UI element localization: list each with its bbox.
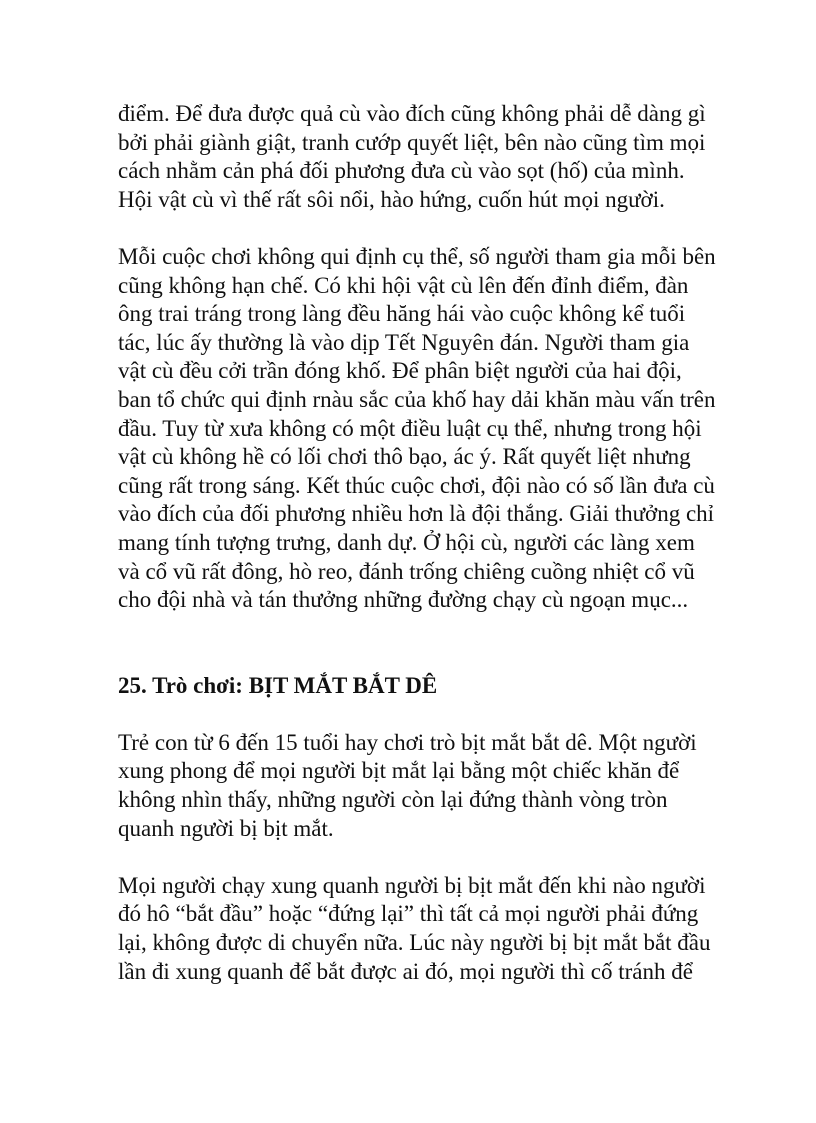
text-line: mang tính tượng trưng, danh dự. Ở hội cù, người các làng xem	[118, 529, 695, 555]
text-line: lại, không được di chuyển nữa. Lúc này người bị bịt mắt bắt đầu	[118, 930, 711, 956]
paragraph-1	[118, 100, 758, 214]
text-line: vật cù không hề có lối chơi thô bạo, ác ý. Rất quyết liệt nhưng	[118, 444, 691, 470]
paragraph-gap	[118, 700, 758, 729]
text-line: Mỗi cuộc chơi không qui định cụ thể, số người tham gia mỗi bên	[118, 243, 716, 269]
text-line: cho đội nhà và tán thưởng những đường chạy cù ngoạn mục...	[118, 587, 689, 613]
text-line: đó hô “bắt đầu” hoặc “đứng lại” thì tất cả mọi người phải đứng	[118, 901, 699, 927]
text-line: vật cù đều cởi trần đóng khố. Để phân biệt người của hai đội,	[118, 358, 682, 384]
section-heading: 25. Trò chơi: BỊT MẮT BẮT DÊ	[118, 672, 438, 698]
text-line: ban tổ chức qui định rnàu sắc của khố hay dải khăn màu vấn trên	[118, 386, 716, 412]
document-page	[118, 100, 758, 986]
text-line: cũng rất trong sáng. Kết thúc cuộc chơi, đội nào có số lần đưa cù	[118, 472, 715, 498]
paragraph-gap	[118, 214, 758, 243]
section-gap	[118, 615, 758, 672]
text-line: không nhìn thấy, những người còn lại đứng thành vòng tròn	[118, 787, 668, 813]
text-line: cách nhằm cản phá đối phương đưa cù vào sọt (hố) của mình.	[118, 158, 685, 184]
text-line: bởi phải giành giật, tranh cướp quyết liệt, bên nào cũng tìm mọi	[118, 129, 706, 155]
text-line: vào đích của đối phương nhiều hơn là đội thắng. Giải thưởng chỉ	[118, 501, 715, 527]
text-line: Mọi người chạy xung quanh người bị bịt mắt đến khi nào người	[118, 872, 706, 898]
text-line: và cổ vũ rất đông, hò reo, đánh trống chiêng cuồng nhiệt cổ vũ	[118, 558, 695, 584]
paragraph-gap	[118, 843, 758, 872]
text-line: lần đi xung quanh để bắt được ai đó, mọi người thì cố tránh để	[118, 958, 693, 984]
text-line: Hội vật cù vì thế rất sôi nổi, hào hứng, cuốn hút mọi người.	[118, 186, 665, 212]
text-line: quanh người bị bịt mắt.	[118, 815, 334, 841]
paragraph-2	[118, 243, 758, 615]
text-line: cũng không hạn chế. Có khi hội vật cù lên đến đỉnh điểm, đàn	[118, 272, 689, 298]
paragraph-3	[118, 729, 758, 843]
text-line: xung phong để mọi người bịt mắt lại bằng một chiếc khăn để	[118, 758, 680, 784]
text-line: ông trai tráng trong làng đều hăng hái vào cuộc không kể tuổi	[118, 301, 686, 327]
text-line: tác, lúc ấy thường là vào dịp Tết Nguyên đán. Người tham gia	[118, 329, 690, 355]
text-line: đầu. Tuy từ xưa không có một điều luật cụ thể, nhưng trong hội	[118, 415, 702, 441]
paragraph-4	[118, 872, 758, 986]
text-line: Trẻ con từ 6 đến 15 tuổi hay chơi trò bịt mắt bắt dê. Một người	[118, 729, 697, 755]
text-line: điểm. Để đưa được quả cù vào đích cũng không phải dễ dàng gì	[118, 101, 706, 126]
